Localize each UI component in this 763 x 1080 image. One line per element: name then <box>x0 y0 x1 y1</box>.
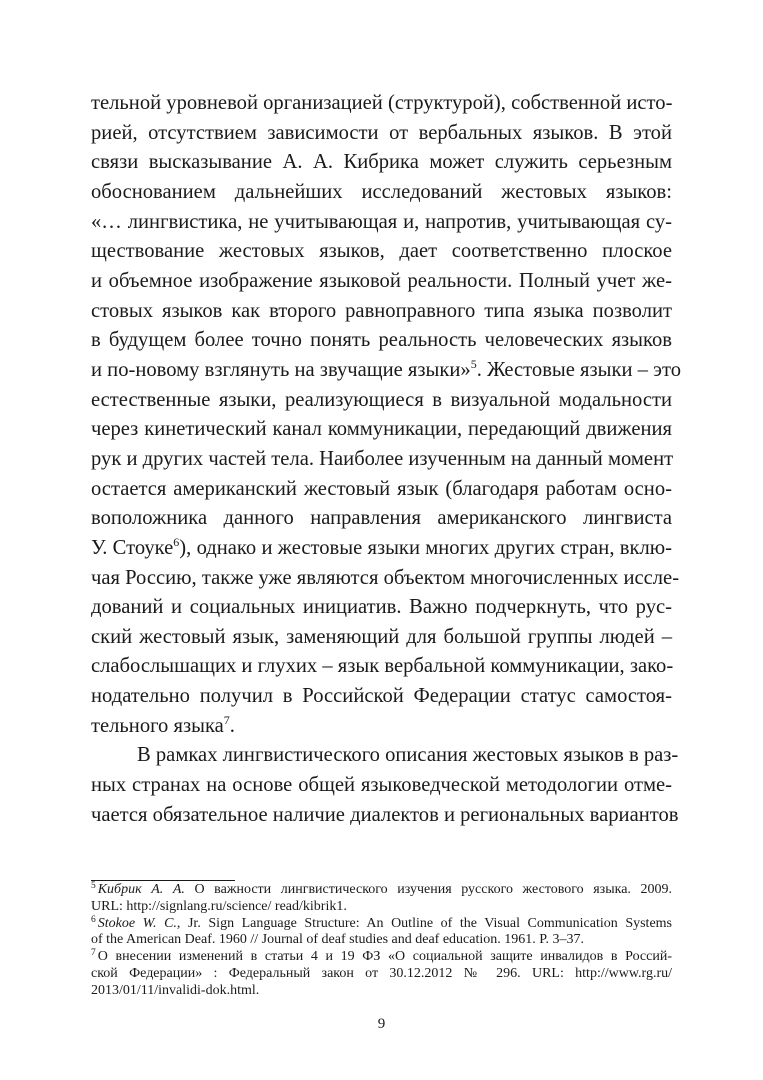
body-line-text: тельного языка <box>91 714 224 737</box>
footnote-text: О внесении изменений в статьи 4 и 19 ФЗ «О социальной защите инвалидов в Россий- <box>97 949 672 965</box>
footnote-ref-6[interactable]: 6 <box>173 534 180 549</box>
body-line-text: У. Стоуке <box>91 536 174 559</box>
footnote-6 <box>91 916 672 933</box>
footnote-separator <box>91 880 235 881</box>
footnote-url[interactable]: 2013/01/11/invalidi-dok.html. <box>91 982 260 998</box>
footnote-author: Stokoe W. C. <box>97 915 177 931</box>
page-number: 9 <box>377 1016 386 1032</box>
body-line: обоснованием дальнейших исследований жестовых языков: <box>91 180 672 203</box>
footnote-7 <box>91 949 672 966</box>
body-line: ных странах на основе общей языковедческой методологии отме- <box>91 774 672 797</box>
footnote-url[interactable]: URL: http://signlang.ru/science/ read/kibrik1. <box>91 898 347 914</box>
paragraph-first-line: В рамках лингвистического описания жестовых языков в раз- <box>137 744 679 767</box>
body-line <box>91 356 681 386</box>
body-line: тельной уровневой организацией (структурой), собственной исто- <box>91 92 673 114</box>
body-line-text: . <box>229 714 235 737</box>
footnote-author: Кибрик А. А. <box>97 882 185 897</box>
body-line: через кинетический канал коммуникации, передающий движения <box>91 418 672 441</box>
body-line: остается американский жестовый язык (благодаря работам осно- <box>91 477 672 500</box>
body-line: стовых языков как второго равноправного типа языка позволит <box>91 299 672 322</box>
body-line: чается обязательное наличие диалектов и региональных вариантов <box>91 803 679 826</box>
footnote-number: 6 <box>91 914 96 925</box>
footnote-ref-7[interactable]: 7 <box>223 712 230 727</box>
body-line: «… лингвистика, не учитывающая и, напротив, учитывающая су- <box>91 210 672 233</box>
body-line <box>91 712 672 742</box>
body-text <box>91 89 681 830</box>
footnote-text: ской Федерации» : Федеральный закон от 30.12.2012 № 296. URL: http://www.rg.ru/ <box>91 965 672 981</box>
body-line-text: . Жестовые языки – это <box>476 358 681 381</box>
footnotes <box>91 882 672 1000</box>
footnote-number: 7 <box>91 948 96 959</box>
body-line: связи высказывание А. А. Кибрика может служить серьезным <box>91 151 672 174</box>
footnote-5 <box>91 882 672 899</box>
footnote-text: О важности лингвистического изучения русского жестового языка. 2009. <box>184 882 672 897</box>
body-line-text: и по-новому взглянуть на звучащие языки» <box>91 358 471 381</box>
body-line: рук и других частей тела. Наиболее изученным на данный момент <box>91 447 674 470</box>
body-line: чая Россию, также уже являются объектом многочисленных иссле- <box>91 566 680 589</box>
body-line: нодательно получил в Российской Федерации статус самостоя- <box>91 685 672 708</box>
body-line: ществование жестовых языков, дает соответственно плоское <box>91 240 672 263</box>
body-line-text: ), однако и жестовые языки многих других стран, вклю- <box>179 536 672 559</box>
body-line: рией, отсутствием зависимости от вербальных языков. В этой <box>91 121 672 144</box>
footnote-number: 5 <box>91 881 96 891</box>
footnote-text: , Jr. Sign Language Structure: An Outline of the Visual Communication Systems <box>176 915 672 931</box>
body-line: и объемное изображение языковой реальности. Полный учет же- <box>91 269 672 292</box>
body-line <box>91 534 672 564</box>
body-line: дований и социальных инициатив. Важно подчеркнуть, что рус- <box>91 596 672 619</box>
body-line: естественные языки, реализующиеся в визуальной модальности <box>91 388 672 411</box>
body-line: в будущем более точно понять реальность человеческих языков <box>91 329 672 352</box>
body-line: ский жестовый язык, заменяющий для большой группы людей – <box>91 625 672 648</box>
footnote-text: of the American Deaf. 1960 // Journal of deaf studies and deaf education. 1961. P. 3–37. <box>91 932 584 948</box>
footnote-ref-5[interactable]: 5 <box>470 356 477 371</box>
body-line: слабослышащих и глухих – язык вербальной коммуникации, зако- <box>91 655 674 678</box>
body-line: воположника данного направления американского лингвиста <box>91 507 672 530</box>
